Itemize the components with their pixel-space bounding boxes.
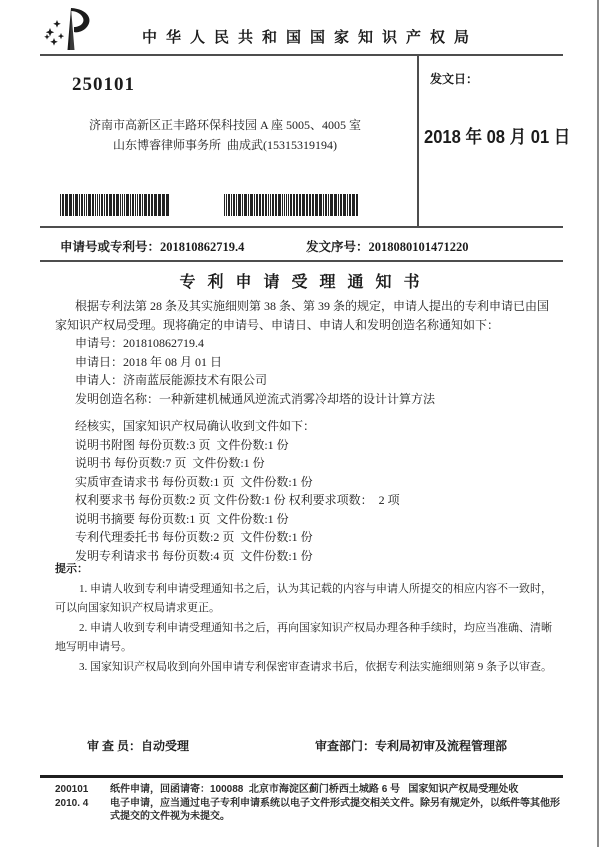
- header-rule: [40, 54, 563, 56]
- barcode-serial: [224, 194, 389, 216]
- form-code: 200101: [55, 784, 89, 795]
- document-item: 实质审查请求书 每份页数:1 页 文件份数:1 份: [75, 474, 313, 489]
- address-line2: 山东博睿律师事务所 曲成武(15315319194): [113, 138, 337, 152]
- tip-item: 1. 申请人收到专利申请受理通知书之后，认为其记载的内容与申请人所提交的相应内容不一致时，可以向国家知识产权局请求更正。: [55, 582, 552, 614]
- examiner: 审 查 员：自动受理: [87, 739, 190, 753]
- reference-row: [60, 237, 560, 255]
- footer-row: [55, 783, 560, 797]
- document-item: 说明书 每份页数:7 页 文件份数:1 份: [75, 456, 265, 470]
- field-applicant: 申请人：济南蓝辰能源技术有限公司: [75, 373, 268, 387]
- signoff-row: [87, 737, 567, 754]
- page-scan-edge: [597, 0, 599, 847]
- tip-item: 2. 申请人收到专利申请受理通知书之后，再向国家知识产权局办理各种手续时，均应当准确、清晰地写明申请号。: [55, 621, 552, 653]
- issue-date-value: 2018 年 08 月 01 日: [424, 127, 571, 147]
- serial-number: 发文序号：2018080101471220: [306, 240, 469, 254]
- notice-intro: 根据专利法第 28 条及其实施细则第 38 条、第 39 条的规定，申请人提出的专利申请已由国家知识产权局受理。现将确定的申请号、申请日、申请人和发明创造名称通知如下：: [55, 299, 550, 332]
- notice-title: 专 利 申 请 受 理 通 知 书: [179, 274, 424, 291]
- form-version: 2010. 4: [55, 797, 89, 809]
- cnipa-emblem-icon: [38, 6, 104, 59]
- postal-code: 250101: [72, 74, 135, 95]
- footer-rule: [40, 775, 563, 778]
- examining-department: 审查部门：专利局初审及流程管理部: [315, 739, 508, 753]
- field-invention-title: 发明创造名称：一种新建机械通风逆流式消雾冷却塔的设计计算方法: [75, 391, 436, 406]
- document-item: 说明书摘要 每份页数:1 页 文件份数:1 份: [75, 511, 289, 526]
- barcode-application: [60, 194, 193, 216]
- footer-row: [55, 797, 560, 824]
- footer-notes: [55, 783, 560, 824]
- received-intro: 经核实，国家知识产权局确认收到文件如下：: [75, 419, 316, 433]
- application-number: 申请号或专利号：201810862719.4: [60, 240, 245, 254]
- document-item: 发明专利请求书 每份页数:4 页 文件份数:1 份: [75, 548, 313, 563]
- field-application-no: 申请号：201810862719.4: [75, 336, 205, 350]
- notice-body: [55, 297, 557, 565]
- footer-note-paper: 纸件申请，回函请寄：100088 北京市海淀区蓟门桥西土城路 6 号 国家知识产权局受理处收: [110, 784, 519, 795]
- document-item: 说明书附图 每份页数:3 页 文件份数:1 份: [75, 437, 289, 452]
- footer-note-electronic: 电子申请，应当通过电子专利申请系统以电子文件形式提交相关文件。除另有规定外，以纸件等其他形式提交的文件视为未提交。: [110, 797, 560, 822]
- document-item: 专利代理委托书 每份页数:2 页 文件份数:1 份: [75, 530, 313, 544]
- field-application-date: 申请日：2018 年 08 月 01 日: [75, 354, 223, 369]
- authority-title: 中华人民共和国国家知识产权局: [141, 30, 478, 46]
- reference-rule: [40, 260, 563, 262]
- tips-label: 提示：: [55, 563, 88, 575]
- box-bottom-rule: [40, 226, 563, 228]
- issue-date-label: 发文日：: [430, 72, 479, 86]
- date-box-divider: [417, 54, 419, 227]
- document-item: 权利要求书 每份页数:2 页 文件份数:1 份 权利要求项数： 2 项: [75, 493, 400, 507]
- recipient-address: [50, 115, 400, 155]
- tip-item: 3. 国家知识产权局收到向外国申请专利保密审查请求书后，依据专利法实施细则第 9 条予以审查。: [79, 660, 552, 673]
- address-line1: 济南市高新区正丰路环保科技园 A 座 5005、4005 室: [88, 118, 361, 132]
- tips-section: [55, 560, 560, 677]
